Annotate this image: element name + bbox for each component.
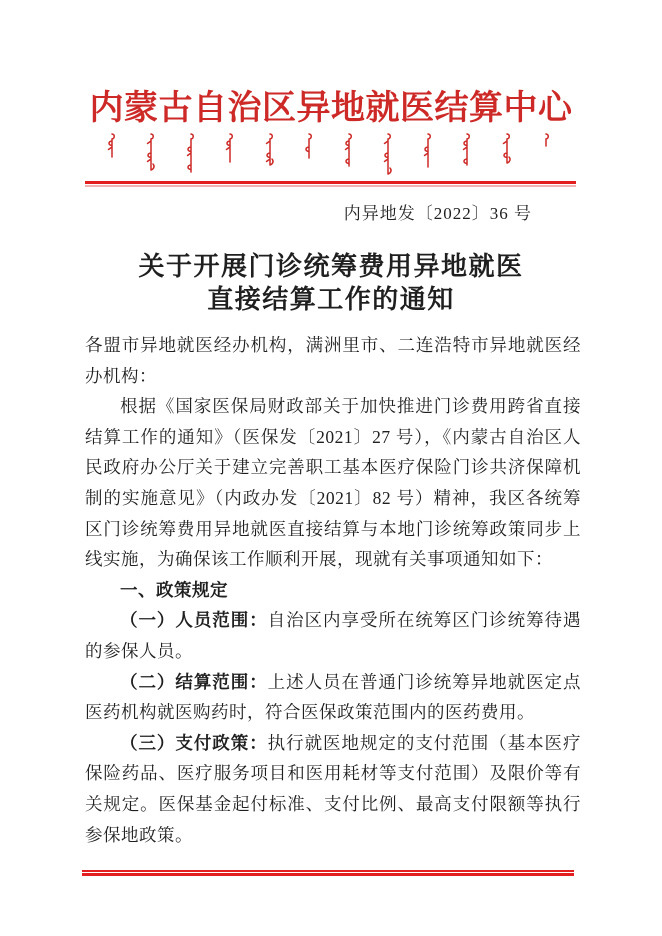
document-number: 内异地发〔2022〕36 号 (343, 204, 532, 223)
mongolian-column (262, 132, 276, 171)
paragraph-lead: （二）结算范围： (120, 671, 268, 692)
mongolian-column (420, 132, 434, 173)
mongolian-column (341, 132, 355, 172)
mongolian-column (183, 132, 197, 178)
body-paragraph: （三）支付政策：执行就医地规定的支付范围（基本医疗保险药品、医疗服务项目和医用耗材等支付范围）及限价等有关规定。医保基金起付标准、支付比例、最高支付限额等执行参保地政策。 (85, 732, 582, 845)
mongolian-column (222, 132, 236, 168)
body-paragraph: 根据《国家医保局财政部关于加快推进门诊费用跨省直接结算工作的通知》（医保发〔2021〕27 号），《内蒙古自治区人民政府办公厅关于建立完善职工基本医疗保险门诊共济保障机制的实施意见》（内政办发〔2021〕82 号）精神，我区各统筹区门诊统筹费用异地就医直接结算与本地门诊统筹政策同步上线实施，为确保该工作顺利开展，现就有关事项通知如下： (85, 396, 581, 570)
body-paragraph: 各盟市异地就医经办机构，满洲里市、二连浩特市异地就医经办机构： (85, 335, 581, 386)
mongolian-column (143, 132, 157, 176)
mongolian-column (301, 132, 315, 164)
paragraph-lead: 一、政策规定 (120, 579, 228, 600)
mongolian-column (499, 132, 513, 169)
mongolian-column (104, 132, 118, 163)
paragraph-lead: （一）人员范围： (120, 610, 268, 631)
mongolian-column (459, 132, 473, 171)
letterhead-org-name: 内蒙古自治区异地就医结算中心 (89, 90, 573, 127)
body-paragraph: （一）人员范围：自治区内享受所在统筹区门诊统筹待遇的参保人员。 (85, 610, 582, 661)
mongolian-column (538, 132, 552, 152)
body-paragraph (85, 575, 581, 606)
document-title-line2: 直接结算工作的通知 (207, 285, 455, 314)
paragraph-lead: （三）支付政策： (120, 732, 268, 753)
document-body (85, 330, 581, 850)
mongolian-script (104, 132, 552, 180)
document-title-line1: 关于开展门诊统筹费用异地就医 (138, 252, 524, 281)
mongolian-column (380, 132, 394, 180)
body-paragraph: （二）结算范围：上述人员在普通门诊统筹异地就医定点医药机构就医购药时，符合医保政策范围内的医药费用。 (85, 671, 582, 723)
footer-divider (82, 870, 574, 876)
document-title (0, 250, 662, 316)
letterhead-divider (85, 181, 576, 187)
